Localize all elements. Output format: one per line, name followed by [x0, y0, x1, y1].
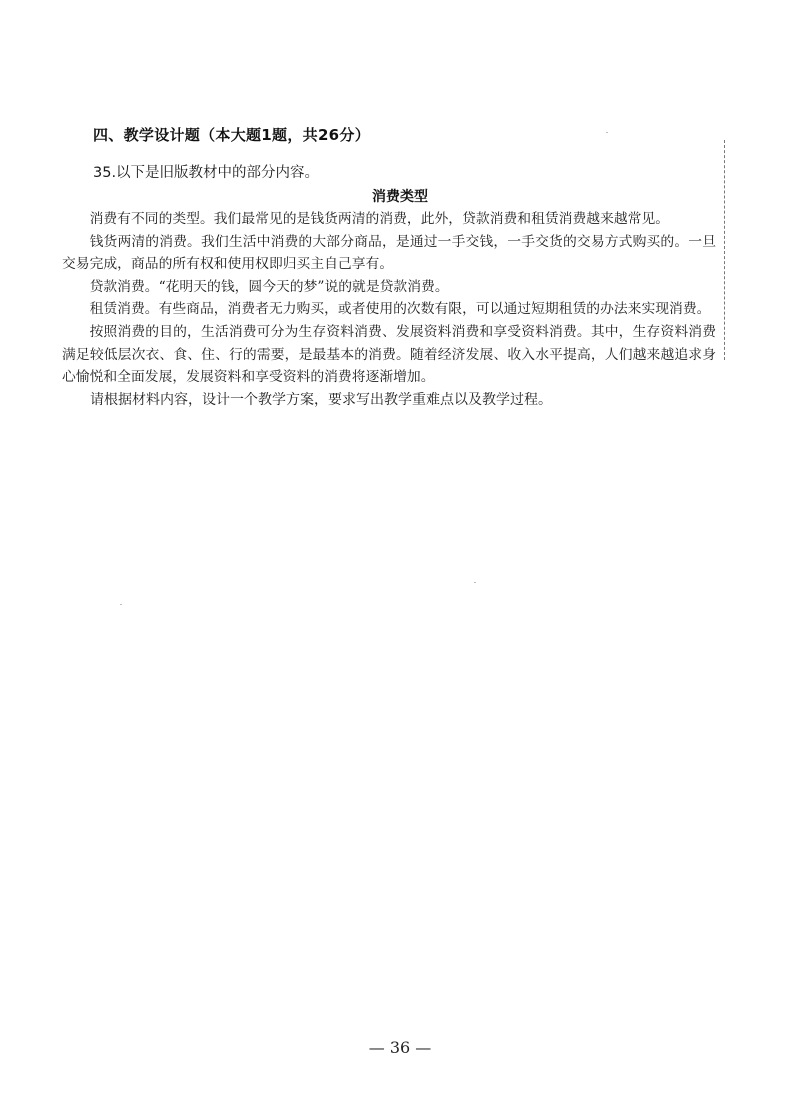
paragraph-intro: 消费有不同的类型。我们最常见的是钱货两清的消费，此外，贷款消费和租赁消费越来越常见。 — [89, 211, 670, 227]
paragraph-cash-consumption: 钱货两清的消费。我们生活中消费的大部分商品，是通过一手交钱，一手交货的交易方式购买的。一旦交易完成，商品的所有权和使用权即归买主自己享有。 — [62, 233, 716, 273]
material-body — [62, 208, 716, 411]
question-intro: 35.以下是旧版教材中的部分内容。 — [93, 165, 320, 181]
section-heading: 四、教学设计题（本大题1题，共26分） — [93, 126, 371, 144]
paragraph-consumption-purpose: 按照消费的目的，生活消费可分为生存资料消费、发展资料消费和享受资料消费。其中，生存资料消费满足较低层次衣、食、住、行的需要，是最基本的消费。随着经济发展、收入水平提高，人们越来越追求身心愉悦和全面发展，发展资料和享受资料的消费将逐渐增加。 — [62, 323, 716, 386]
scan-speck — [120, 604, 122, 605]
task-prompt: 请根据材料内容，设计一个教学方案，要求写出教学重难点以及教学过程。 — [90, 391, 552, 408]
paragraph-loan-consumption: 贷款消费。“花明天的钱，圆今天的梦”说的就是贷款消费。 — [89, 278, 449, 295]
page-number: — 36 — — [368, 1038, 432, 1057]
binding-margin-line — [724, 140, 725, 360]
scan-speck — [474, 582, 476, 583]
material-title: 消费类型 — [372, 189, 428, 205]
scan-speck — [606, 132, 608, 133]
paragraph-rental-consumption: 租赁消费。有些商品，消费者无力购买，或者使用的次数有限，可以通过短期租赁的办法来实现消费。 — [89, 301, 711, 318]
